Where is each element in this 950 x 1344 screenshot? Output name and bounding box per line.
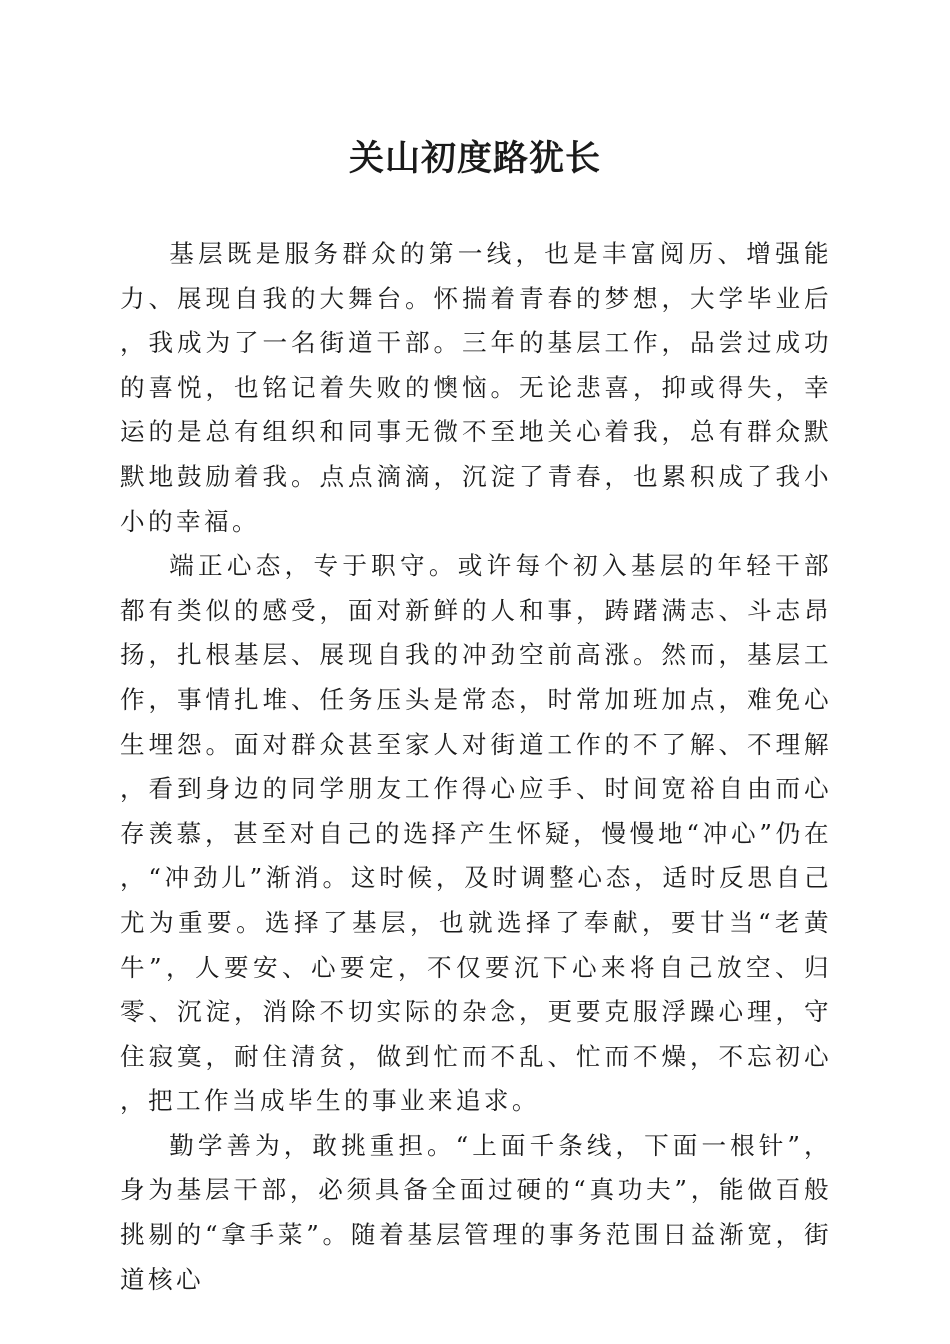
paragraph-2: 端正心态，专于职守。或许每个初入基层的年轻干部都有类似的感受，面对新鲜的人和事，踌躇满志、斗志昂扬，扎根基层、展现自我的冲劲空前高涨。然而，基层工作，事情扎堆、任务压头是常态，时常加班加点，难免心生埋怨。面对群众甚至家人对街道工作的不了解、不理解，看到身边的同学朋友工作得心应手、时间宽裕自由而心存羡慕，甚至对自己的选择产生怀疑，慢慢地“冲心”仍在，“冲劲儿”渐消。这时候，及时调整心态，适时反思自己尤为重要。选择了基层，也就选择了奉献，要甘当“老黄牛”，人要安、心要定，不仅要沉下心来将自己放空、归零、沉淀，消除不切实际的杂念，更要克服浮躁心理，守住寂寞，耐住清贫，做到忙而不乱、忙而不燥，不忘初心，把工作当成毕生的事业来追求。 (120, 551, 832, 1116)
document-title: 关山初度路犹长 (348, 138, 601, 179)
paragraph-1: 基层既是服务群众的第一线，也是丰富阅历、增强能力、展现自我的大舞台。怀揣着青春的梦想，大学毕业后，我成为了一名街道干部。三年的基层工作，品尝过成功的喜悦，也铭记着失败的懊恼。无论悲喜，抑或得失，幸运的是总有组织和同事无微不至地关心着我，总有群众默默地鼓励着我。点点滴滴，沉淀了青春，也累积成了我小小的幸福。 (120, 239, 832, 536)
document-body (120, 232, 832, 1302)
paragraph-3: 勤学善为，敢挑重担。“上面千条线，下面一根针”，身为基层干部，必须具备全面过硬的“真功夫”，能做百般挑剔的“拿手菜”。随着基层管理的事务范围日益渐宽，街道核心 (120, 1130, 832, 1294)
